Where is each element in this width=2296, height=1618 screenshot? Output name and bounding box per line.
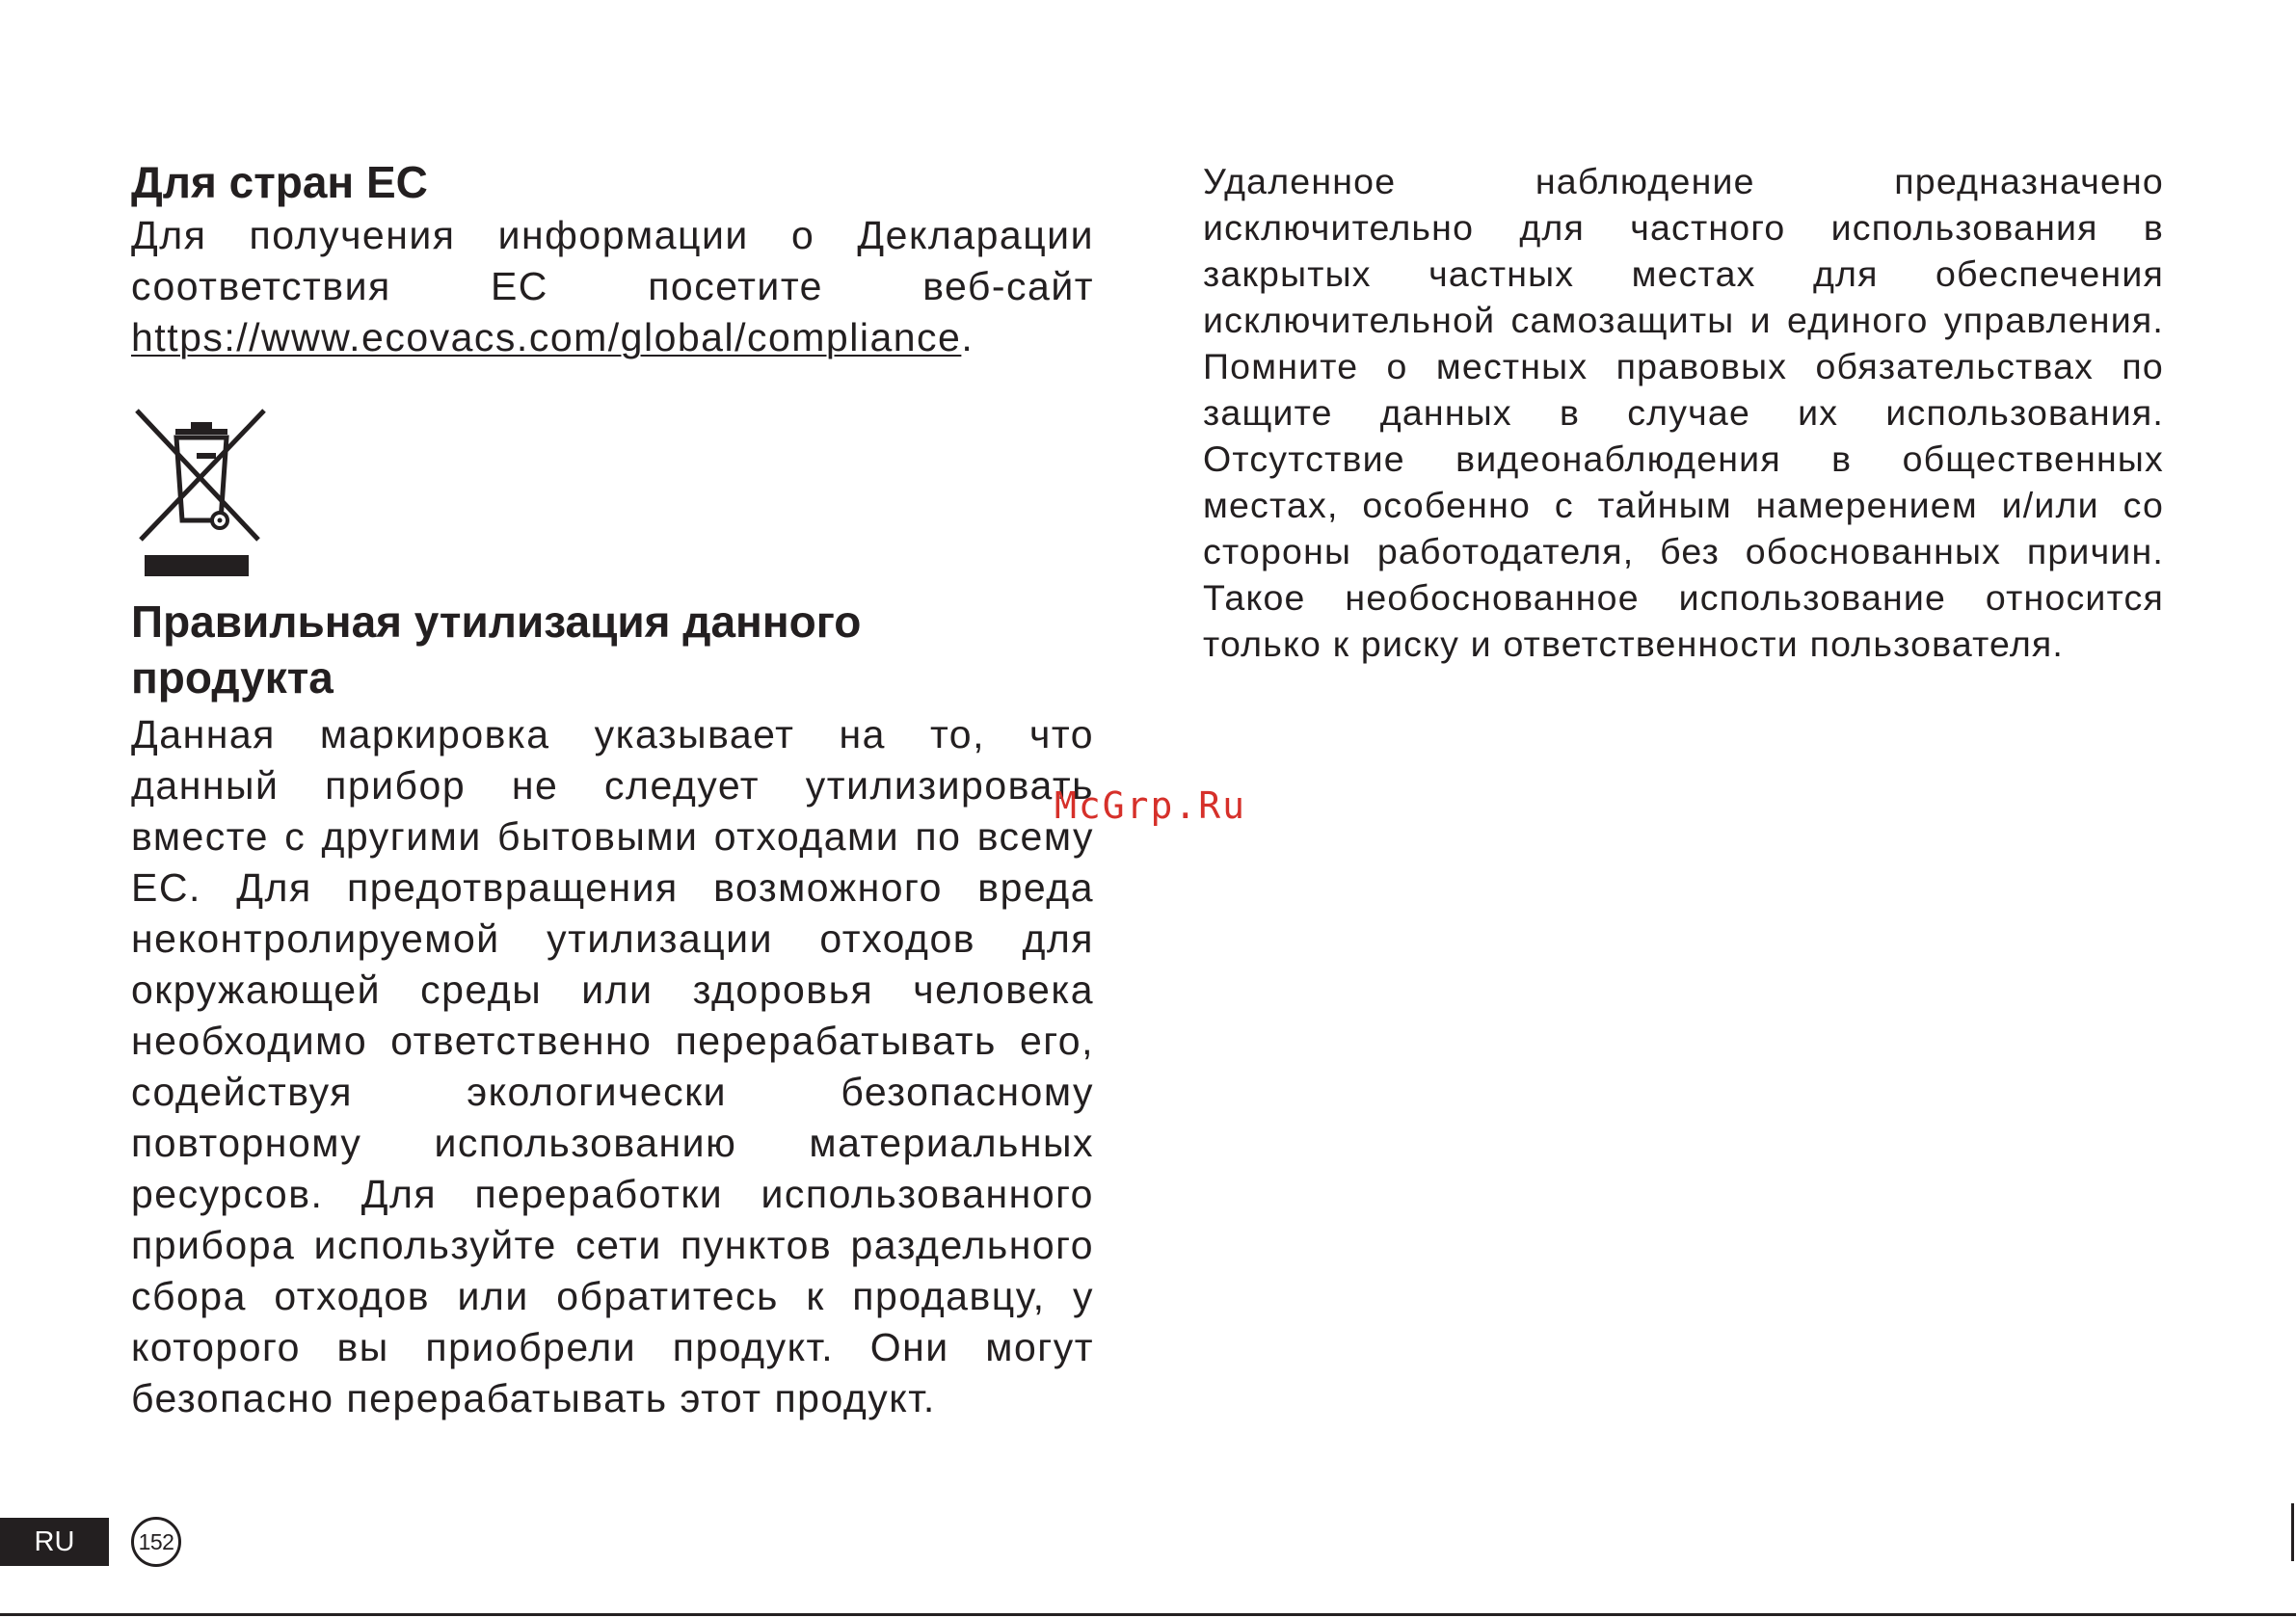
compliance-link[interactable]: https://www.ecovacs.com/global/compliance bbox=[131, 315, 962, 359]
eu-section-heading: Для стран ЕС bbox=[131, 157, 428, 207]
eu-section-intro: Для получения информации о Декларации соответствия ЕС посетите веб-сайт bbox=[131, 213, 1094, 308]
disposal-section bbox=[131, 594, 1094, 1424]
eu-section-period: . bbox=[961, 315, 974, 359]
surveillance-section bbox=[1203, 158, 2164, 667]
bottom-divider bbox=[0, 1613, 2296, 1616]
page-number: 152 bbox=[131, 1517, 181, 1567]
eu-compliance-section bbox=[131, 154, 1094, 363]
crossed-out-wheelie-bin-icon bbox=[131, 407, 274, 580]
language-tag: RU bbox=[0, 1518, 109, 1566]
watermark: McGrp.Ru bbox=[1055, 784, 1247, 827]
eu-section-text bbox=[131, 210, 1094, 363]
edge-mark bbox=[2291, 1503, 2294, 1561]
disposal-text: Данная маркировка указывает на то, что данный прибор не следует утилизировать вместе с другими бытовыми отходами по всему ЕС. Для предотвращения возможного вреда неконтролируемой утилизации отходов для окружающей среды или здоровья человека необходимо ответственно перерабатывать его, содействуя экологически безопасному повторному использованию материальных ресурсов. Для переработки использованного прибора используйте сети пунктов раздельного сбора отходов или обратитесь к продавцу, у которого вы приобрели продукт. Они могут безопасно перерабатывать этот продукт. bbox=[131, 712, 1094, 1420]
surveillance-text: Удаленное наблюдение предназначено исключительно для частного использования в закрытых частных местах для обеспечения исключительной самозащиты и единого управления. Помните о местных правовых обязательствах по защите данных в случае их использования. Отсутствие видеонаблюдения в общественных местах, особенно с тайным намерением и/или со стороны работодателя, без обоснованных причин. Такое необоснованное использование относится только к риску и ответственности пользователя. bbox=[1203, 161, 2164, 664]
disposal-heading: Правильная утилизация данного продукта bbox=[131, 597, 862, 703]
